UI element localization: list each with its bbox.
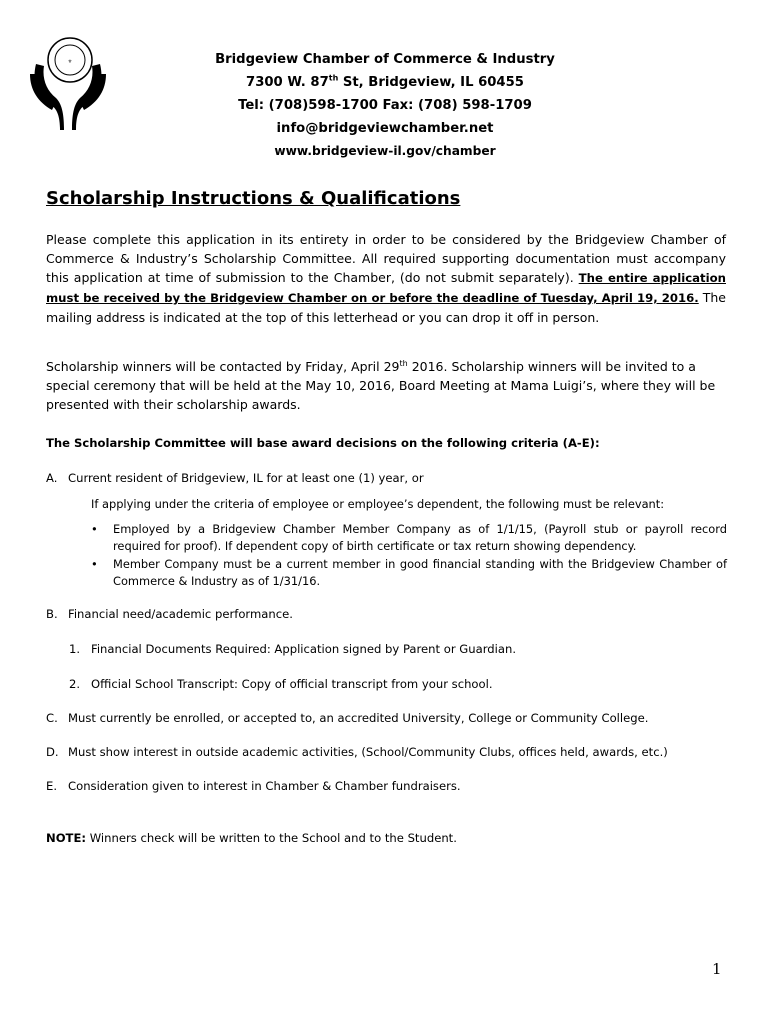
criteria-a-sub-intro: If applying under the criteria of employee or employee’s dependent, the following must be relevant: — [91, 497, 665, 511]
criteria-heading: The Scholarship Committee will base award decisions on the following criteria (A-E): — [46, 436, 600, 450]
org-name: Bridgeview Chamber of Commerce & Industry — [215, 52, 555, 67]
letterhead — [160, 48, 610, 163]
criteria-item-c: C. Must currently be enrolled, or accepted to, an accredited University, College or Community College. — [46, 711, 649, 725]
criteria-b-item: 1. Financial Documents Required: Application signed by Parent or Guardian. — [69, 642, 517, 656]
criteria-b-item: 2. Official School Transcript: Copy of official transcript from your school. — [69, 677, 493, 691]
criteria-a-bullet: • Employed by a Bridgeview Chamber Member Company as of 1/1/15, (Payroll stub or payroll record required for proof). If dependent copy of birth certificate or tax return showing dependency. — [91, 522, 727, 553]
page-number: 1 — [712, 960, 722, 978]
address: 7300 W. 87th St, Bridgeview, IL 60455 — [246, 73, 524, 90]
email: info@bridgeviewchamber.net — [276, 121, 494, 136]
phone-fax: Tel: (708)598-1700 Fax: (708) 598-1709 — [238, 98, 532, 113]
deadline-notice: The entire application must be received by the Bridgeview Chamber on or before the deadline of Tuesday, April 19, 2016. — [46, 271, 726, 305]
website: www.bridgeview-il.gov/chamber — [274, 144, 496, 158]
note: NOTE: Winners check will be written to the School and to the Student. — [46, 831, 457, 845]
note-label: NOTE: — [46, 831, 87, 845]
intro-paragraph: Please complete this application in its entirety in order to be considered by the Bridgeview Chamber of Commerce & Industry’s Scholarship Committee. All required supporting documentation must accompany this application at time of submission to the Chamber, (do not submit separately). The entire application must be received by the Bridgeview Chamber on or before the deadline of Tuesday, April 19, 2016. The mailing address is indicated at the top of this letterhead or you can drop it off in person. — [46, 232, 726, 325]
svg-text:⚜: ⚜ — [67, 59, 73, 65]
chamber-logo — [26, 30, 106, 134]
page-title: Scholarship Instructions & Qualifications — [46, 188, 461, 209]
criteria-item-a: A. Current resident of Bridgeview, IL for at least one (1) year, or — [46, 471, 424, 485]
criteria-item-d: D. Must show interest in outside academic activities, (School/Community Clubs, offices held, awards, etc.) — [46, 745, 668, 759]
winners-paragraph: Scholarship winners will be contacted by Friday, April 29th 2016. Scholarship winners will be invited to a special ceremony that will be held at the May 10, 2016, Board Meeting at Mama Luigi’s, where they will be presented with their scholarship awards. — [46, 358, 716, 412]
criteria-a-bullet: • Member Company must be a current member in good financial standing with the Bridgeview Chamber of Commerce & Industry as of 1/31/16. — [91, 557, 727, 588]
criteria-item-e: E. Consideration given to interest in Chamber & Chamber fundraisers. — [46, 779, 461, 793]
criteria-item-b: B. Financial need/academic performance. — [46, 607, 293, 621]
